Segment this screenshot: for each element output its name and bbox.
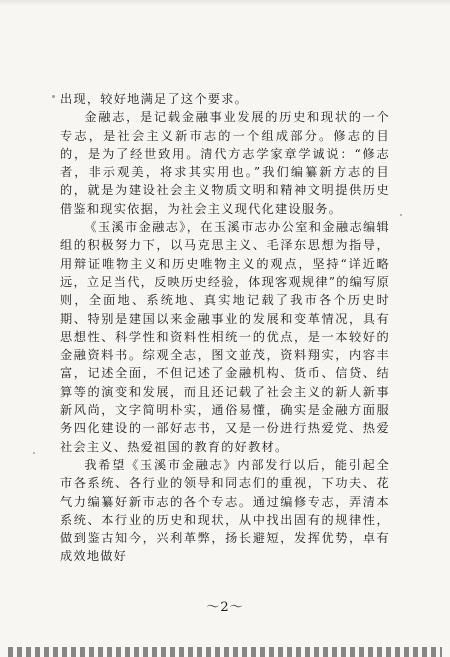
page-number: ～2～ xyxy=(206,600,244,615)
body-text xyxy=(60,90,390,566)
paragraph-purpose: 金融志，是记载金融事业发展的历史和现状的一个专志，是社会主义新市志的一个组成部分。修志的目的，是为了经世致用。清代方志学家章学诚说：“修志者，非示观美，将求其实用也。”我们编纂新方志的目的，就是为建设社会主义物质文明和精神文明提供历史借鉴和现实依据，为社会主义现代化建设服务。 xyxy=(60,110,390,216)
paragraph-continuation: 出现，较好地满足了这个要求。 xyxy=(60,92,249,106)
paragraph-evaluation: 《玉溪市金融志》，在玉溪市志办公室和金融志编辑组的积极努力下，以马克思主义、毛泽东思想为指导，用辩证唯物主义和历史唯物主义的观点，坚持“详近略远，立足当代，反映历史经验，体现客观规律”的编写原则，全面地、系统地、真实地记载了我市各个历史时期、特别是建国以来金融事业的发展和变革情况，具有思想性、科学性和资料性相统一的优点，是一本较好的金融资料书。综观全志，图文並茂，资料翔实，内容丰富，记述全面，不但记述了金融机构、货币、信贷、结算等的演变和发展，而且还记载了社会主义的新人新事新风尚，文字简明朴实，通俗易懂，确实是金融方面服务四化建设的一部好志书，又是一份进行热爱党、热爱社会主义、热爱祖国的教育的好教材。 xyxy=(60,220,390,454)
paragraph-hope: 我希望《玉溪市金融志》内部发行以后，能引起全市各系统、各行业的领导和同志们的重视，下功夫、花气力编纂好新市志的各个专志。通过编修专志，弄清本系统、本行业的历史和现状，从中找出固有的规律性，做到鉴古知今，兴利革弊，扬长避短，发挥优势，卓有成效地做好 xyxy=(60,457,390,564)
scan-speck xyxy=(33,452,35,454)
scan-artifact-bottom xyxy=(8,647,442,657)
scan-shadow-top xyxy=(0,0,450,6)
scan-speck xyxy=(400,214,402,216)
scan-speck xyxy=(52,95,55,98)
